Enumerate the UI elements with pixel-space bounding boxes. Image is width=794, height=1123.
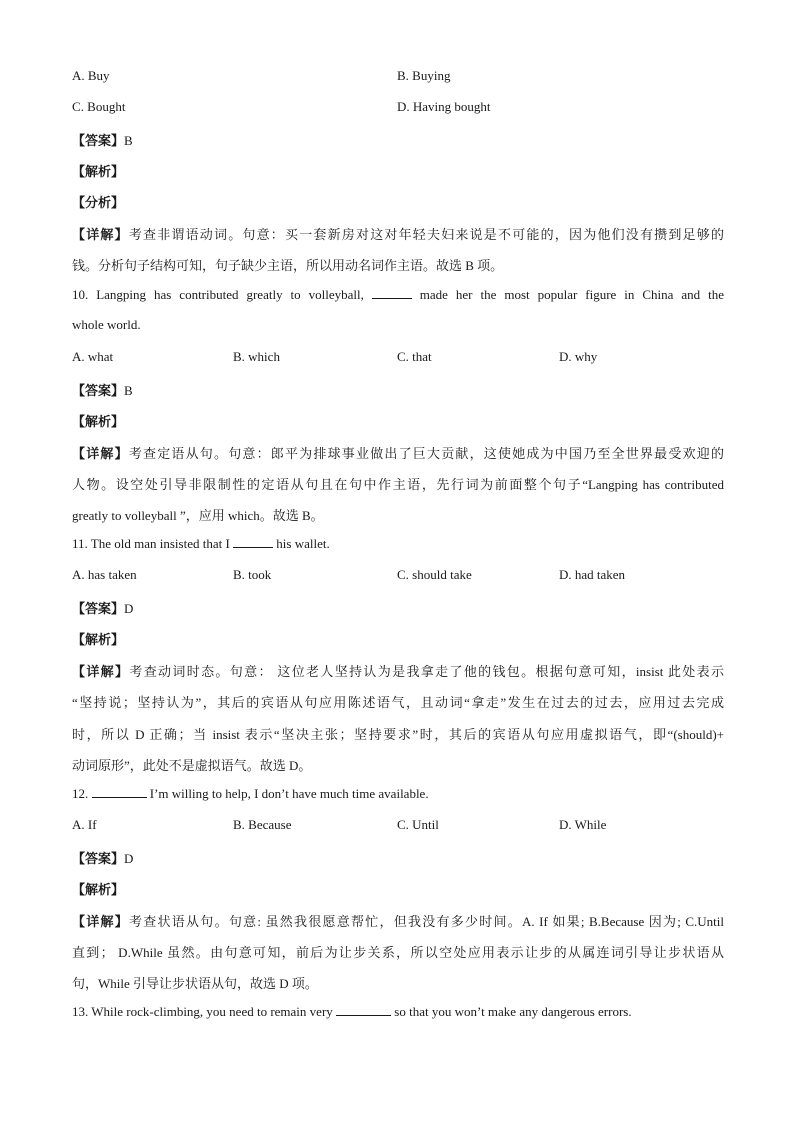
q11-option-b: B. took xyxy=(233,567,272,582)
q9-analysis-label: 【解析】 xyxy=(72,164,125,179)
q12-detail-line-3: 句，While 引导让步状语从句，故选 D 项。 xyxy=(72,976,318,991)
q10-option-a: A. what xyxy=(72,349,114,364)
q10-option-c: C. that xyxy=(397,349,432,364)
q9-fenxi-label: 【分析】 xyxy=(72,195,125,210)
q9-option-d: D. Having bought xyxy=(397,99,491,114)
q12-option-b: B. Because xyxy=(233,817,292,832)
q12-detail-line-1: 【详解】考查状语从句。句意: 虽然我很愿意帮忙，但我没有多少时间。A. If 如果; B.Because 因为; C.Until xyxy=(72,914,724,929)
q12-stem: 12. I’m willing to help, I don’t have much time available. xyxy=(72,786,429,801)
q10-detail-line-1: 【详解】考查定语从句。句意：郎平为排球事业做出了巨大贡献，这使她成为中国乃至全世界最受欢迎的 xyxy=(72,446,724,461)
q9-detail-line-2: 钱。分析句子结构可知，句子缺少主语，所以用动名词作主语。故选 B 项。 xyxy=(72,258,504,273)
q13-stem: 13. While rock-climbing, you need to remain very so that you won’t make any dangerous errors. xyxy=(72,1004,632,1019)
q11-answer: 【答案】D xyxy=(72,601,134,616)
q12-option-a: A. If xyxy=(72,817,97,832)
q12-analysis-label: 【解析】 xyxy=(72,882,125,897)
q10-answer: 【答案】B xyxy=(72,383,133,398)
q9-answer: 【答案】B xyxy=(72,133,133,148)
q10-stem-line-2: whole world. xyxy=(72,317,141,332)
q12-option-d: D. While xyxy=(559,817,607,832)
q12-detail-line-2: 直到； D.While 虽然。由句意可知，前后为让步关系，所以空处应用表示让步的从属连词引导让步状语从 xyxy=(72,945,724,960)
q11-detail-line-2: “坚持说；坚持认为”，其后的宾语从句应用陈述语气，且动词“拿走”发生在过去的过去，应用过去完成 xyxy=(72,695,724,710)
q10-option-d: D. why xyxy=(559,349,598,364)
q9-option-c: C. Bought xyxy=(72,99,126,114)
q10-stem-line-1: 10. Langping has contributed greatly to volleyball, made her the most popular figure in China and the xyxy=(72,287,724,302)
q10-option-b: B. which xyxy=(233,349,280,364)
q11-option-a: A. has taken xyxy=(72,567,137,582)
q11-analysis-label: 【解析】 xyxy=(72,632,125,647)
q10-analysis-label: 【解析】 xyxy=(72,414,125,429)
q9-detail-line-1: 【详解】考查非谓语动词。句意：买一套新房对这对年轻夫妇来说是不可能的，因为他们没有攒到足够的 xyxy=(72,227,724,242)
q12-answer: 【答案】D xyxy=(72,851,134,866)
q11-detail-line-3: 时，所以 D 正确；当 insist 表示“坚决主张；坚持要求”时，其后的宾语从句应用虚拟语气，即“(should)+ xyxy=(72,727,724,742)
q9-option-a: A. Buy xyxy=(72,68,110,83)
q9-option-b: B. Buying xyxy=(397,68,451,83)
q11-option-c: C. should take xyxy=(397,567,472,582)
q10-detail-line-2: 人物。设空处引导非限制性的定语从句且在句中作主语，先行词为前面整个句子“Langping has contributed xyxy=(72,477,724,492)
q12-option-c: C. Until xyxy=(397,817,439,832)
q11-option-d: D. had taken xyxy=(559,567,626,582)
q10-detail-line-3: greatly to volleyball ”，应用 which。故选 B。 xyxy=(72,508,324,523)
q11-stem: 11. The old man insisted that I his wallet. xyxy=(72,536,330,551)
q11-detail-line-1: 【详解】考查动词时态。句意： 这位老人坚持认为是我拿走了他的钱包。根据句意可知，insist 此处表示 xyxy=(72,664,724,679)
q11-detail-line-4: 动词原形”，此处不是虚拟语气。故选 D。 xyxy=(72,758,312,773)
